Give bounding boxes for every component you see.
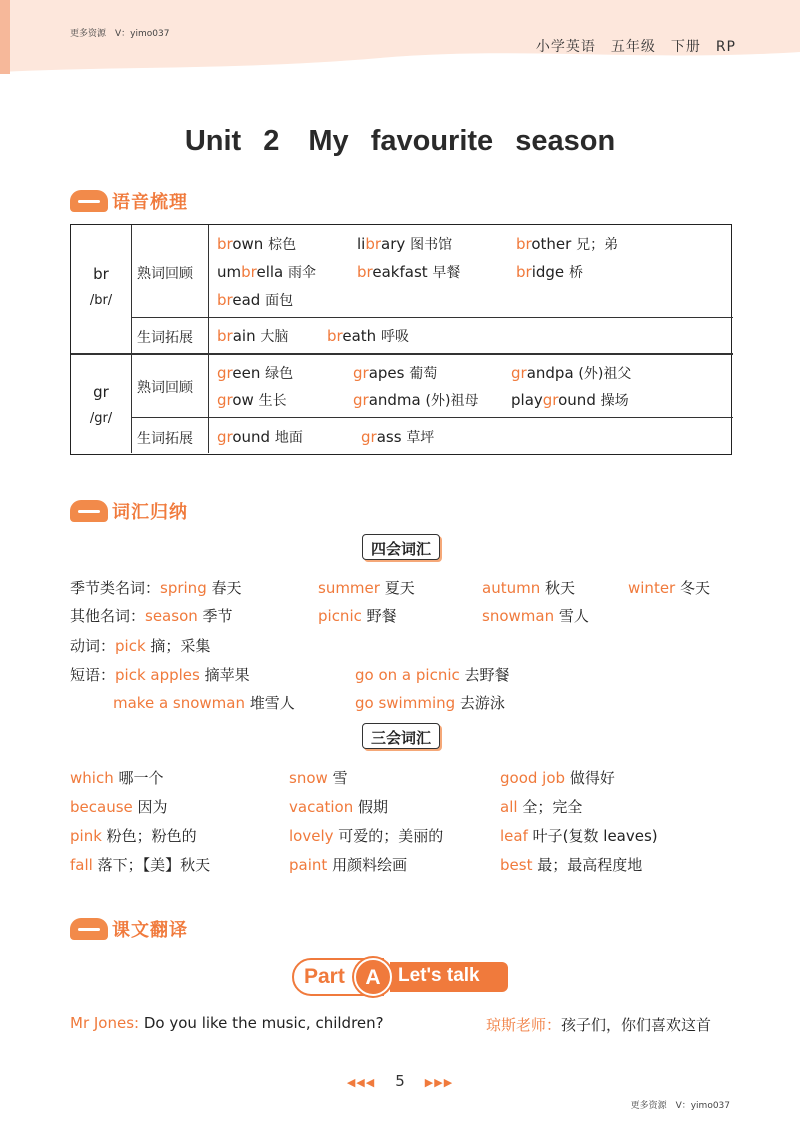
vocab-item: vacation 假期 [289,798,389,816]
book-info: 小学英语 五年级 下册 RP [535,39,736,55]
table-divider [208,225,209,453]
page-number: ◀◀◀ 5 ▶▶▶ [346,1072,454,1090]
phonics-word: grass 草坪 [361,428,435,446]
table-divider [131,225,132,453]
vocab-item: which 哪一个 [70,769,164,787]
vocab-item: go swimming 去游泳 [355,694,505,712]
dialogue-line-en: Mr Jones: Do you like the music, children? [70,1014,384,1032]
phonics-word: grow 生长 [217,391,287,409]
vocab-item: good job 做得好 [500,769,615,787]
watermark-bottom: 更多资源 V：yimo037 [630,1101,730,1111]
unit-title: Unit 2 My favourite season [184,125,616,157]
phonics-word: brown 棕色 [217,235,297,253]
lets-talk-label: Let's talk [398,965,480,986]
vocab-item: 动词：pick 摘；采集 [70,637,211,655]
vocab-item: leaf 叶子(复数 leaves) [500,827,658,845]
phonics-word: grandma (外)祖母 [353,391,479,409]
cloud-badge-icon [70,500,108,522]
phonics-word: grandpa (外)祖父 [511,364,632,382]
phonics-word: grapes 葡萄 [353,364,438,382]
phonics-word: breath 呼吸 [327,327,409,345]
vocab-item: snow 雪 [289,769,348,787]
vocab-item: pink 粉色；粉色的 [70,827,197,845]
cloud-badge-icon [70,190,108,212]
part-word: Part [304,965,345,988]
sound-letters: br [93,265,109,283]
vocab-item: autumn 秋天 [482,579,576,597]
phonics-table [70,224,732,455]
section-phonics-label: 语音梳理 [112,192,188,213]
vocab-item: paint 用颜料绘画 [289,856,408,874]
cloud-badge-icon [70,918,108,940]
vocab-item: best 最；最高程度地 [500,856,643,874]
phonics-word: green 绿色 [217,364,294,382]
phonics-word: breakfast 早餐 [357,263,461,281]
four-skill-heading: 四会词汇 [362,534,440,560]
part-a-banner [292,958,508,996]
lets-talk-box [390,962,508,992]
section-translation-label: 课文翻译 [112,920,188,941]
speaker-zh: 琼斯老师： [486,1016,562,1034]
sound-letters: gr [93,383,109,401]
vocab-item: 季节类名词：spring 春天 [70,579,242,597]
dialogue-line-zh: 琼斯老师：孩子们，你们喜欢这首 [486,1016,712,1034]
prev-arrows-icon: ◀◀◀ [346,1076,376,1089]
three-skill-heading: 三会词汇 [362,723,440,749]
vocab-item: make a snowman 堆雪人 [113,694,295,712]
row-label: 熟词回顾 [137,380,193,396]
vocab-item: fall 落下；【美】秋天 [70,856,211,874]
part-letter: A [365,966,381,989]
vocab-item: picnic 野餐 [318,607,397,625]
vocab-item: go on a picnic 去野餐 [355,666,510,684]
vocab-item: summer 夏天 [318,579,415,597]
phonics-word: bridge 桥 [516,263,583,281]
sound-ipa: /br/ [89,293,113,308]
phonics-word: ground 地面 [217,428,303,446]
phonics-word: library 图书馆 [357,235,453,253]
phonics-word: umbrella 雨伞 [217,263,317,281]
section-translation-head [70,914,270,944]
table-divider [71,353,733,355]
row-label: 生词拓展 [137,330,193,346]
phonics-word: bread 面包 [217,291,294,309]
row-label: 熟词回顾 [137,266,193,282]
vocab-item: 其他名词：season 季节 [70,607,233,625]
vocab-item: lovely 可爱的；美丽的 [289,827,444,845]
row-label: 生词拓展 [137,431,193,447]
section-vocab-label: 词汇归纳 [112,502,188,523]
vocab-item: because 因为 [70,798,168,816]
vocab-item: snowman 雪人 [482,607,589,625]
phonics-word: playground 操场 [511,391,629,409]
sound-ipa: /gr/ [89,411,113,426]
vocab-item: winter 冬天 [628,579,711,597]
next-arrows-icon: ▶▶▶ [424,1076,454,1089]
phonics-word: brother 兄；弟 [516,235,619,253]
watermark-top: 更多资源 V：yimo037 [70,29,170,39]
part-letter-badge [354,958,392,996]
table-divider [131,417,733,418]
vocab-item: all 全；完全 [500,798,583,816]
section-vocab-head [70,496,270,526]
speaker-en: Mr Jones: [70,1014,140,1032]
table-divider [131,317,733,318]
section-phonics-head [70,186,270,216]
phonics-word: brain 大脑 [217,327,289,345]
vocab-item: 短语：pick apples 摘苹果 [70,666,250,684]
